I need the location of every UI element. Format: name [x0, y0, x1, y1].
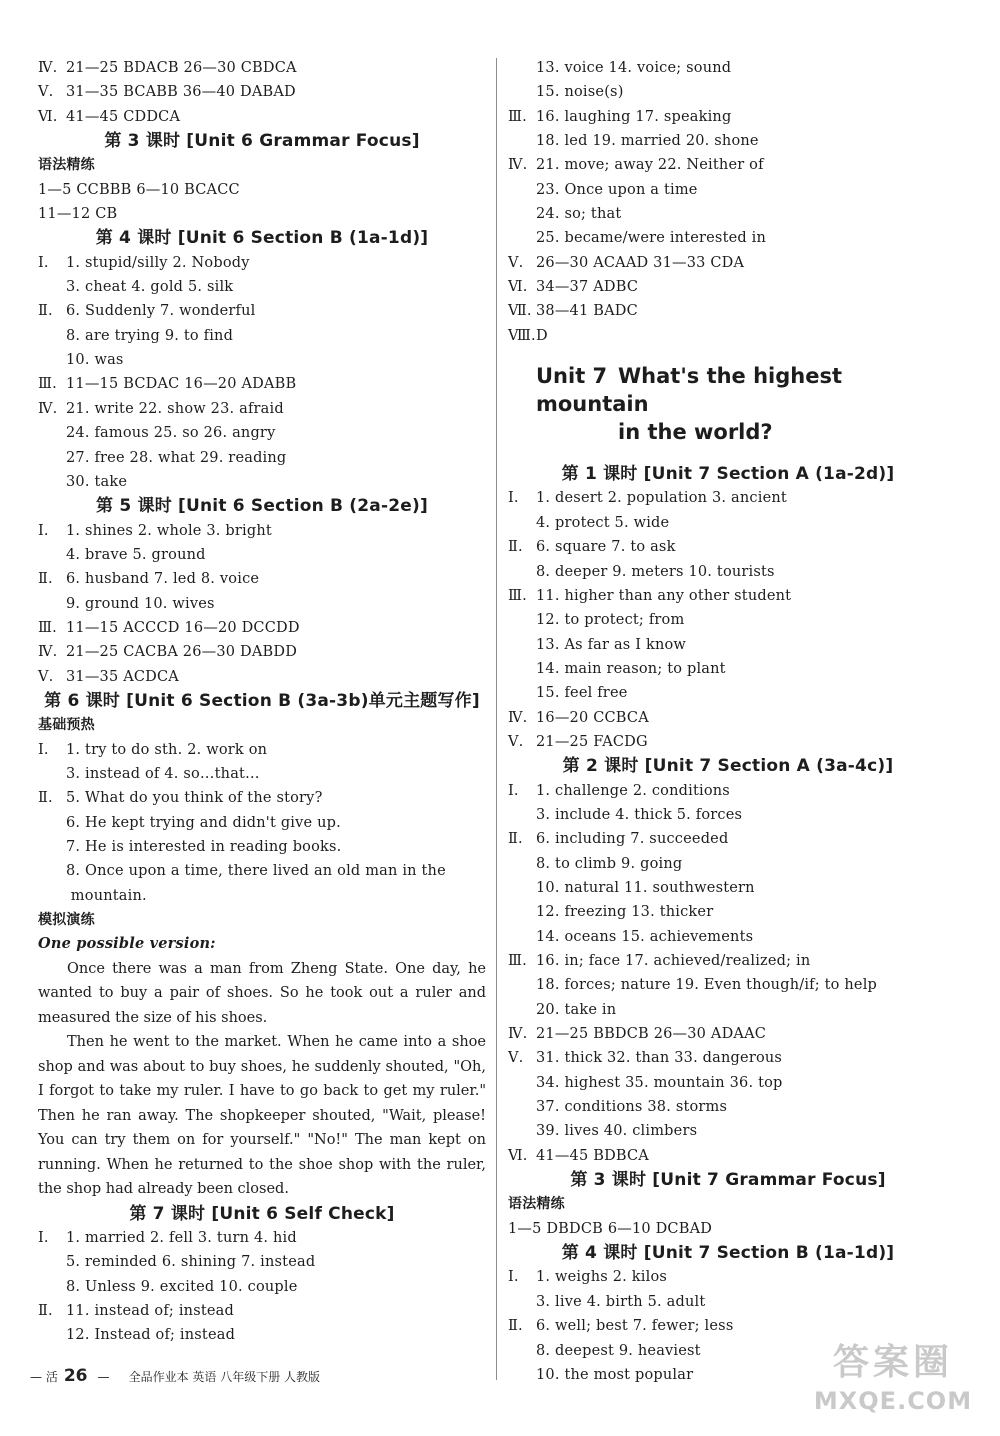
answer-line	[38, 275, 486, 299]
answer-line	[38, 1323, 486, 1347]
section-marker: Ⅰ.	[38, 741, 49, 758]
section-marker: Ⅰ.	[38, 254, 49, 271]
section-marker: Ⅳ.	[508, 709, 528, 726]
answer-text: 8. deepest 9. heaviest	[536, 1342, 701, 1359]
answer-line	[508, 1290, 948, 1314]
lesson-heading: 第 1 课时 [Unit 7 Section A (1a-2d)]	[561, 464, 895, 485]
answer-text: 6. He kept trying and didn't give up.	[66, 814, 341, 831]
answer-line	[508, 275, 948, 299]
section-marker: Ⅳ.	[38, 644, 58, 661]
answer-text: 6. well; best 7. fewer; less	[536, 1318, 734, 1335]
answer-line	[508, 129, 948, 153]
answer-line	[38, 299, 486, 323]
answer-text: D	[536, 327, 548, 344]
answer-line	[508, 153, 948, 177]
answer-text: 16. in; face 17. achieved/realized; in	[536, 953, 811, 969]
answer-line	[508, 730, 948, 754]
answer-line	[508, 779, 948, 803]
section-marker: Ⅰ.	[508, 1269, 519, 1286]
footer-prefix: — 活	[30, 1370, 58, 1384]
answer-line	[38, 786, 486, 810]
answer-line	[508, 324, 948, 348]
watermark-bottom: MXQE.COM	[813, 1387, 973, 1415]
answer-text: 34. highest 35. mountain 36. top	[536, 1074, 783, 1091]
section-marker: Ⅴ.	[508, 254, 524, 271]
section-marker: Ⅱ.	[38, 303, 53, 320]
answer-line	[508, 900, 948, 924]
answer-line	[38, 56, 486, 80]
answer-line	[508, 973, 948, 997]
section-marker: Ⅱ.	[508, 539, 523, 556]
answer-text: 12. Instead of; instead	[66, 1327, 236, 1344]
answer-line	[508, 226, 948, 250]
section-marker: Ⅲ.	[38, 376, 57, 393]
answer-text: 11. higher than any other student	[536, 587, 792, 604]
answer-line	[38, 397, 486, 421]
answer-line	[508, 511, 948, 535]
lesson-heading: 第 4 课时 [Unit 6 Section B (1a-1d)]	[95, 228, 429, 249]
answer-line	[508, 876, 948, 900]
section-marker: Ⅳ.	[508, 1026, 528, 1043]
answer-text: 31. thick 32. than 33. dangerous	[536, 1050, 783, 1067]
section-marker: Ⅴ.	[508, 1050, 524, 1067]
answer-line	[508, 1046, 948, 1070]
section-marker: Ⅲ.	[508, 587, 527, 604]
answer-text: 41—45 BDBCA	[536, 1147, 649, 1164]
answer-line	[38, 811, 486, 835]
answer-line	[508, 949, 948, 973]
answer-text: 12. freezing 13. thicker	[536, 904, 714, 921]
section-marker: Ⅳ.	[38, 400, 58, 417]
section-marker: Ⅰ.	[508, 782, 519, 799]
section-marker: Ⅳ.	[508, 157, 528, 174]
answer-line	[508, 202, 948, 226]
answer-text: 37. conditions 38. storms	[536, 1099, 728, 1116]
answer-text: 11—15 ACCCD 16—20 DCCDD	[66, 619, 300, 636]
answer-text: 5. What do you think of the story?	[66, 790, 323, 807]
answer-text: 31—35 ACDCA	[66, 668, 179, 685]
book-info: 全品作业本 英语 八年级下册 人教版	[128, 1370, 321, 1384]
answer-text: 11. instead of; instead	[66, 1303, 234, 1320]
section-marker: Ⅶ.	[508, 303, 532, 320]
answer-text: 8. to climb 9. going	[536, 855, 683, 872]
section-marker: Ⅷ.	[508, 327, 536, 344]
answer-text: 3. include 4. thick 5. forces	[536, 806, 743, 823]
answer-text: 4. brave 5. ground	[66, 546, 206, 563]
answer-line	[38, 640, 486, 664]
answer-text: 25. became/were interested in	[536, 230, 767, 247]
page-footer	[30, 1366, 320, 1386]
answer-line	[38, 884, 486, 908]
answer-line	[508, 608, 948, 632]
answer-line	[38, 324, 486, 348]
answer-line	[508, 56, 948, 80]
answer-text: 13. voice 14. voice; sound	[536, 60, 732, 76]
answer-text: 7. He is interested in reading books.	[66, 839, 342, 855]
answer-line	[508, 105, 948, 129]
answer-text: 8. Unless 9. excited 10. couple	[66, 1278, 298, 1295]
answer-line: 11—12 CB	[38, 206, 118, 223]
answer-line	[508, 486, 948, 510]
subsection-heading: 模拟演练	[38, 912, 95, 929]
watermark-top: 答案圈	[832, 1342, 953, 1383]
answer-line	[38, 567, 486, 591]
answer-text: 23. Once upon a time	[536, 181, 698, 198]
answer-text: 15. noise(s)	[536, 84, 624, 101]
answer-line	[508, 1265, 948, 1289]
answer-line	[508, 535, 948, 559]
answer-line	[508, 925, 948, 949]
answer-text: 6. Suddenly 7. wonderful	[66, 303, 256, 320]
answer-line	[508, 299, 948, 323]
answer-line	[38, 592, 486, 616]
answer-text: 4. protect 5. wide	[536, 514, 670, 531]
answer-text: 3. live 4. birth 5. adult	[536, 1293, 706, 1310]
essay-paragraph: Then he went to the market. When he came into a shoe shop and was about to buy shoes, he suddenly shouted, "Oh, I forgot to take my ruler. I have to go back to get my ruler." Then he ran away. The shopkeeper shouted, "Wait, please! You can try them on for yourself." "No!" The man kept on running. When he returned to the shoe shop with the ruler, the shop had already been closed.	[38, 1034, 486, 1198]
lesson-heading: 第 6 课时 [Unit 6 Section B (3a-3b)单元主题写作]	[44, 690, 480, 711]
answer-text: 16—20 CCBCA	[536, 709, 649, 726]
section-marker: Ⅴ.	[38, 668, 54, 685]
answer-text: 1. weighs 2. kilos	[536, 1269, 668, 1286]
answer-text: 8. are trying 9. to find	[66, 327, 234, 344]
section-marker: Ⅰ.	[38, 1230, 49, 1247]
section-marker: Ⅲ.	[38, 619, 57, 636]
answer-text: 30. take	[66, 473, 128, 490]
answer-text: 31—35 BCABB 36—40 DABAD	[66, 84, 296, 101]
essay-paragraph: Once there was a man from Zheng State. One day, he wanted to buy a pair of shoes. So he took out a ruler and measured the size of his shoes.	[38, 960, 486, 1026]
answer-text: 27. free 28. what 29. reading	[66, 449, 287, 466]
answer-text: 6. square 7. to ask	[536, 539, 676, 556]
answer-line	[508, 178, 948, 202]
lesson-heading: 第 3 课时 [Unit 6 Grammar Focus]	[104, 131, 420, 152]
page-number: 26	[63, 1366, 88, 1386]
section-marker: Ⅵ.	[508, 279, 528, 296]
section-marker: Ⅳ.	[38, 60, 58, 76]
answer-text: 8. Once upon a time, there lived an old man in the	[66, 863, 446, 880]
answer-line	[38, 835, 486, 859]
section-marker: Ⅰ.	[508, 490, 519, 507]
answer-text: 10. was	[66, 352, 124, 369]
answer-text: 8. deeper 9. meters 10. tourists	[536, 563, 775, 580]
answer-text: 12. to protect; from	[536, 612, 685, 629]
answer-text: 18. forces; nature 19. Even though/if; to help	[536, 977, 878, 994]
answer-text: 3. instead of 4. so…that…	[66, 765, 260, 782]
answer-text: 10. natural 11. southwestern	[536, 879, 755, 896]
answer-line	[508, 1071, 948, 1095]
answer-line	[508, 251, 948, 275]
answer-line	[508, 1314, 948, 1338]
right-column	[508, 56, 948, 1387]
answer-line	[38, 1226, 486, 1250]
lesson-heading: 第 2 课时 [Unit 7 Section A (3a-4c)]	[562, 756, 894, 777]
answer-line	[508, 657, 948, 681]
answer-line	[38, 105, 486, 129]
answer-text: 14. oceans 15. achievements	[536, 928, 754, 945]
answer-line: 1—5 DBDCB 6—10 DCBAD	[508, 1220, 713, 1237]
answer-line	[508, 852, 948, 876]
answer-text: 1. shines 2. whole 3. bright	[66, 522, 272, 539]
answer-line	[508, 1119, 948, 1143]
lesson-heading: 第 3 课时 [Unit 7 Grammar Focus]	[570, 1170, 886, 1191]
column-divider	[496, 58, 497, 1380]
answer-text: 3. cheat 4. gold 5. silk	[66, 279, 234, 296]
answer-line	[508, 633, 948, 657]
answer-line	[38, 348, 486, 372]
answer-line	[38, 1275, 486, 1299]
answer-text: 41—45 CDDCA	[66, 108, 181, 125]
answer-line	[38, 738, 486, 762]
answer-line	[508, 1095, 948, 1119]
answer-text: 13. As far as I know	[536, 636, 687, 653]
answer-text: 39. lives 40. climbers	[536, 1123, 698, 1140]
footer-dash: —	[97, 1370, 110, 1384]
answer-text: 18. led 19. married 20. shone	[536, 133, 759, 150]
answer-line	[508, 584, 948, 608]
answer-text: 21—25 FACDG	[536, 733, 648, 750]
subsection-heading: 语法精练	[38, 157, 95, 174]
answer-text: 1. challenge 2. conditions	[536, 782, 730, 799]
answer-line	[508, 998, 948, 1022]
answer-line	[38, 80, 486, 104]
answer-text: 21—25 BDACB 26—30 CBDCA	[66, 60, 297, 76]
left-column	[38, 56, 486, 1348]
answer-text: 16. laughing 17. speaking	[536, 108, 732, 125]
answer-text: 38—41 BADC	[536, 303, 638, 320]
answer-text: 6. including 7. succeeded	[536, 831, 729, 848]
watermark-logo	[808, 1340, 978, 1428]
section-marker: Ⅱ.	[508, 831, 523, 848]
answer-text: 24. famous 25. so 26. angry	[66, 425, 276, 442]
answer-text: 1. married 2. fell 3. turn 4. hid	[66, 1230, 297, 1247]
answer-line: 1—5 CCBBB 6—10 BCACC	[38, 181, 240, 198]
answer-line	[508, 827, 948, 851]
answer-text: 21. move; away 22. Neither of	[536, 157, 764, 174]
answer-line	[38, 519, 486, 543]
section-marker: Ⅵ.	[508, 1147, 528, 1164]
answer-text: mountain.	[66, 887, 147, 904]
answer-line	[508, 560, 948, 584]
answer-line	[38, 251, 486, 275]
answer-line	[508, 80, 948, 104]
answer-line	[38, 421, 486, 445]
answer-text: 1. desert 2. population 3. ancient	[536, 490, 787, 507]
section-marker: Ⅱ.	[508, 1318, 523, 1335]
answer-text: 26—30 ACAAD 31—33 CDA	[536, 254, 745, 271]
answer-line	[38, 665, 486, 689]
lesson-heading: 第 5 课时 [Unit 6 Section B (2a-2e)]	[96, 496, 428, 517]
subsection-heading: 基础预热	[38, 717, 95, 734]
lesson-heading: 第 7 课时 [Unit 6 Self Check]	[129, 1203, 395, 1224]
answer-line	[508, 803, 948, 827]
answer-line	[508, 1144, 948, 1168]
answer-text: 21. write 22. show 23. afraid	[66, 400, 284, 417]
answer-line	[38, 616, 486, 640]
section-marker: Ⅰ.	[38, 522, 49, 539]
section-marker: Ⅲ.	[508, 953, 527, 969]
answer-text: 1. try to do sth. 2. work on	[66, 741, 268, 758]
answer-text: 11—15 BCDAC 16—20 ADABB	[66, 376, 297, 393]
answer-text: 6. husband 7. led 8. voice	[66, 571, 260, 588]
section-marker: Ⅵ.	[38, 108, 58, 125]
subsection-heading: 语法精练	[508, 1196, 565, 1213]
answer-line	[508, 681, 948, 705]
answer-text: 10. the most popular	[536, 1366, 694, 1383]
answer-line	[38, 446, 486, 470]
answer-line	[38, 1250, 486, 1274]
answer-text: 14. main reason; to plant	[536, 660, 726, 677]
version-label: One possible version:	[38, 935, 216, 953]
section-marker: Ⅴ.	[508, 733, 524, 750]
answer-line	[38, 470, 486, 494]
answer-line	[38, 543, 486, 567]
answer-line	[38, 859, 486, 883]
answer-line	[38, 762, 486, 786]
section-marker: Ⅴ.	[38, 84, 54, 101]
answer-text: 20. take in	[536, 1001, 617, 1018]
answer-text: 5. reminded 6. shining 7. instead	[66, 1254, 316, 1271]
answer-line	[38, 372, 486, 396]
answer-text: 34—37 ADBC	[536, 279, 639, 296]
answer-text: 15. feel free	[536, 685, 628, 702]
unit-title-line1: What's the highest mountain	[536, 364, 843, 417]
unit-title	[508, 362, 948, 446]
answer-text: 9. ground 10. wives	[66, 595, 215, 612]
answer-line	[38, 1299, 486, 1323]
section-marker: Ⅲ.	[508, 108, 527, 125]
section-marker: Ⅱ.	[38, 790, 53, 807]
answer-line	[508, 706, 948, 730]
section-marker: Ⅱ.	[38, 571, 53, 588]
answer-text: 21—25 CACBA 26—30 DABDD	[66, 644, 298, 661]
section-marker: Ⅱ.	[38, 1303, 53, 1320]
unit-title-line2: in the world?	[618, 420, 773, 445]
answer-line	[508, 1022, 948, 1046]
answer-text: 24. so; that	[536, 206, 622, 223]
answer-text: 1. stupid/silly 2. Nobody	[66, 254, 250, 271]
answer-text: 21—25 BBDCB 26—30 ADAAC	[536, 1026, 767, 1043]
lesson-heading: 第 4 课时 [Unit 7 Section B (1a-1d)]	[561, 1243, 895, 1264]
unit-number: Unit 7	[536, 364, 608, 389]
